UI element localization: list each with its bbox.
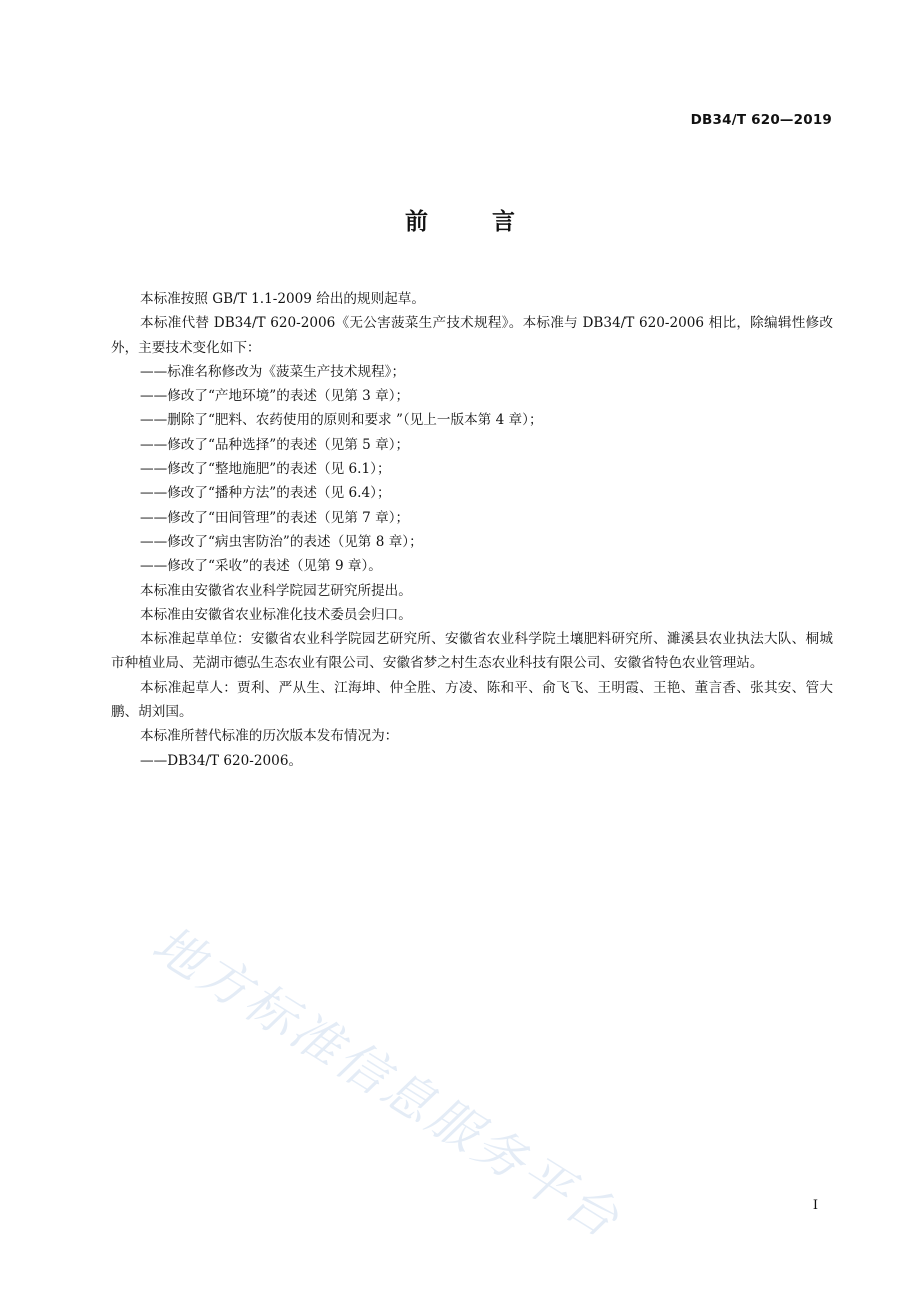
change-item: ——修改了“品种选择”的表述（见第 5 章）； [140,436,410,453]
page-number: I [812,1198,818,1213]
change-item: ——修改了“田间管理”的表述（见第 7 章）； [140,509,410,526]
paragraph-replacement: 本标准代替 DB34/T 620-2006《无公害菠菜生产技术规程》。本标准与 DB34/T 620-2006 相比，除编辑性修改外，主要技术变化如下： [111,315,833,356]
change-item: ——修改了“播种方法”的表述（见 6.4）； [140,485,391,502]
paragraph-drafters: 本标准起草人：贾利、严从生、江海坤、仲全胜、方凌、陈和平、俞飞飞、王明霞、王艳、董言香、张其安、管大鹏、胡刘国。 [111,679,833,721]
change-item: ——修改了“病虫害防治”的表述（见第 8 章）； [140,533,423,550]
paragraph-drafting-rules: 本标准按照 GB/T 1.1-2009 给出的规则起草。 [140,291,425,307]
page-title: 前 言 [404,209,543,235]
previous-version-item: ——DB34/T 620-2006。 [140,752,303,769]
change-item: ——修改了“采收”的表述（见第 9 章）。 [140,558,382,575]
paragraph-drafting-units: 本标准起草单位：安徽省农业科学院园艺研究所、安徽省农业科学院土壤肥料研究所、濉溪县农业执法大队、桐城市种植业局、芜湖市德弘生态农业有限公司、安徽省梦之村生态农业科技有限公司、安徽省特色农业管理站。 [111,631,833,672]
change-item: ——标准名称修改为《菠菜生产技术规程》； [140,363,406,380]
change-item: ——修改了“整地施肥”的表述（见 6.1）； [140,461,391,478]
document-code: DB34/T 620—2019 [690,112,832,128]
paragraph-committee: 本标准由安徽省农业标准化技术委员会归口。 [140,606,412,623]
change-item: ——修改了“产地环境”的表述（见第 3 章）； [140,388,410,405]
paragraph-version-history: 本标准所替代标准的历次版本发布情况为： [140,728,399,745]
document-body [111,287,833,773]
paragraph-proposer: 本标准由安徽省农业科学院园艺研究所提出。 [140,582,412,599]
watermark: 地方标准信息服务平台 [142,914,632,1251]
change-item: ——删除了“肥料、农药使用的原则和要求 ”（见上一版本第 4 章）； [140,412,543,429]
